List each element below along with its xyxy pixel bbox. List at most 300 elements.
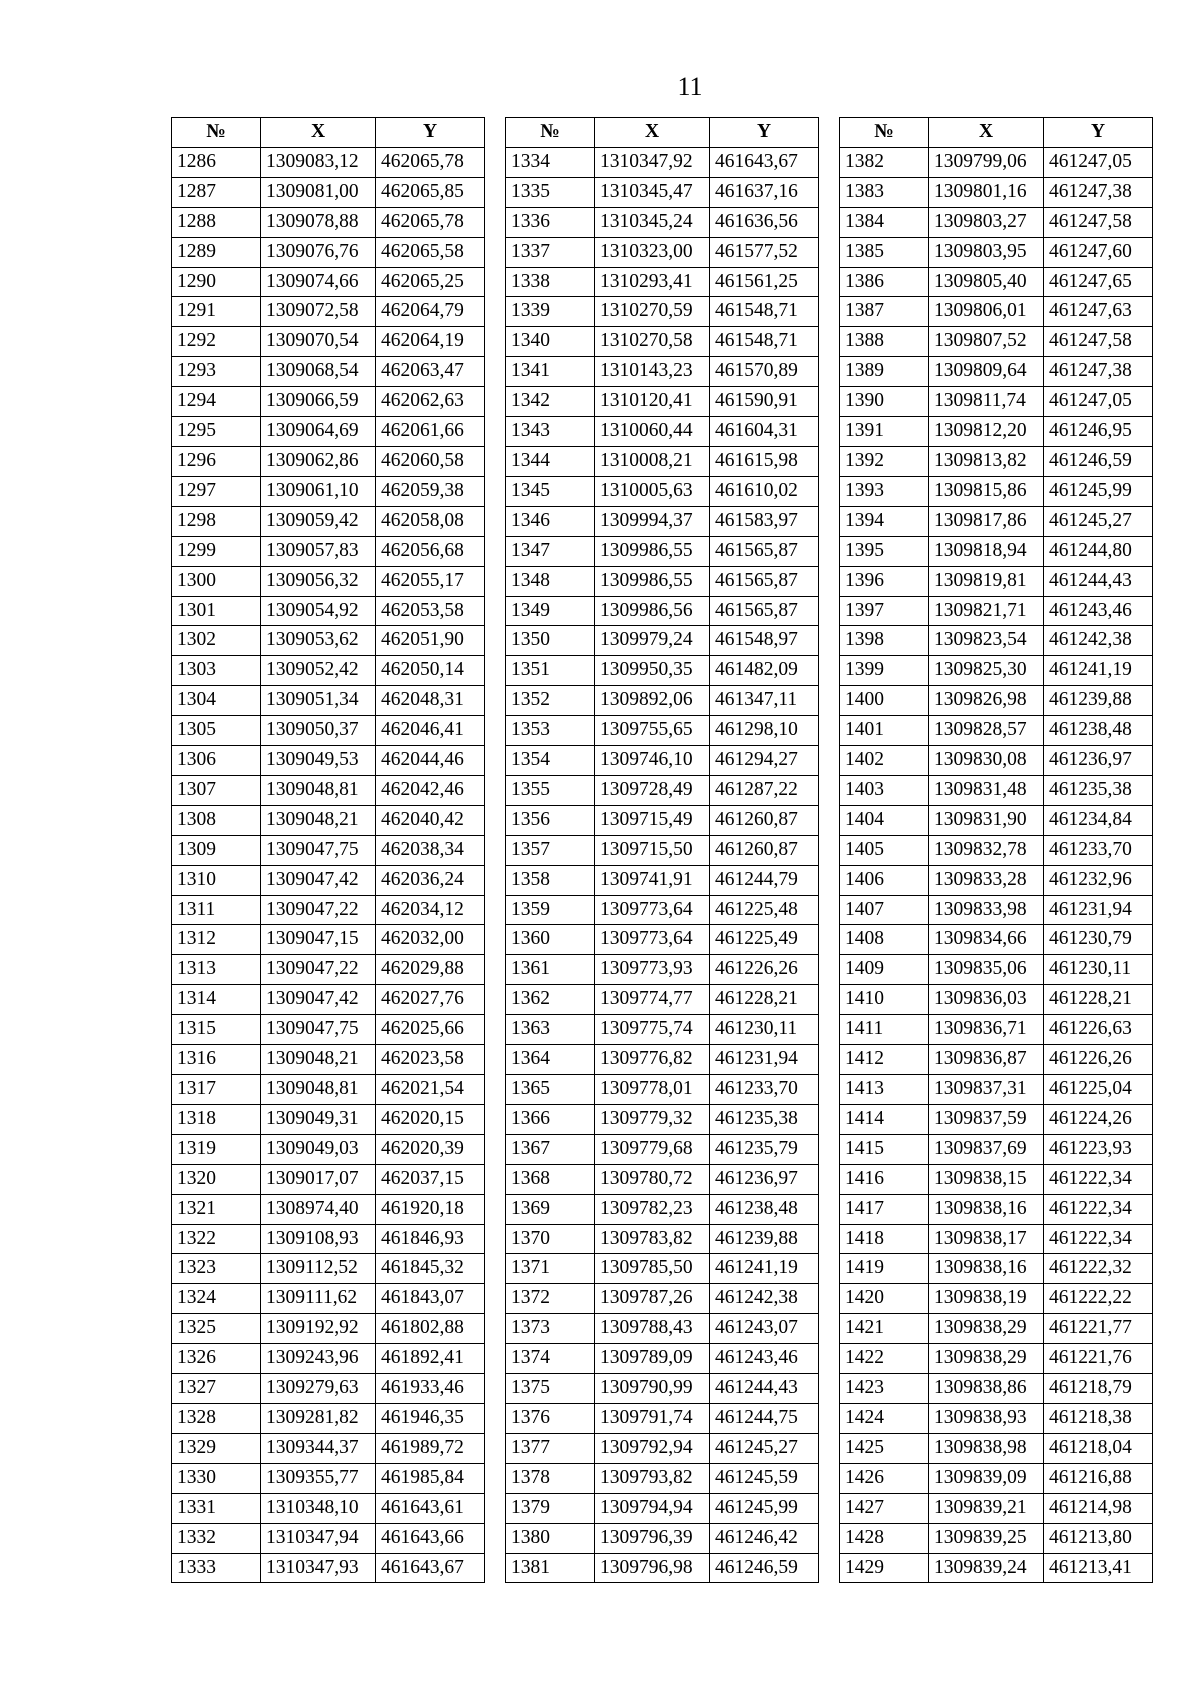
table-row	[506, 1134, 819, 1164]
coord-y: 462051,90	[376, 626, 485, 656]
header-x: X	[595, 118, 710, 148]
coord-y: 461615,98	[710, 446, 819, 476]
table-row	[840, 1075, 1153, 1105]
point-number: 1378	[506, 1463, 595, 1493]
table-row	[172, 1523, 485, 1553]
point-number: 1373	[506, 1314, 595, 1344]
coord-x: 1309838,29	[929, 1314, 1044, 1344]
table-row	[506, 1015, 819, 1045]
table-row	[840, 177, 1153, 207]
coord-y: 461244,75	[710, 1403, 819, 1433]
point-number: 1425	[840, 1433, 929, 1463]
coord-y: 462032,00	[376, 925, 485, 955]
coord-x: 1309838,98	[929, 1433, 1044, 1463]
coord-x: 1309807,52	[929, 327, 1044, 357]
coord-y: 462056,68	[376, 536, 485, 566]
point-number: 1316	[172, 1045, 261, 1075]
coord-x: 1309776,82	[595, 1045, 710, 1075]
coord-y: 461892,41	[376, 1344, 485, 1374]
coord-y: 461218,38	[1044, 1403, 1153, 1433]
coord-y: 461221,77	[1044, 1314, 1153, 1344]
table-row	[506, 1463, 819, 1493]
coord-y: 461225,04	[1044, 1075, 1153, 1105]
coord-y: 461643,67	[376, 1553, 485, 1583]
coord-x: 1309050,37	[261, 716, 376, 746]
coord-x: 1309048,21	[261, 805, 376, 835]
coord-y: 461242,38	[710, 1284, 819, 1314]
point-number: 1317	[172, 1075, 261, 1105]
table-row	[840, 566, 1153, 596]
table-row	[172, 1164, 485, 1194]
table-row	[840, 1164, 1153, 1194]
point-number: 1311	[172, 895, 261, 925]
point-number: 1344	[506, 446, 595, 476]
coord-y: 461548,71	[710, 327, 819, 357]
point-number: 1354	[506, 746, 595, 776]
point-number: 1356	[506, 805, 595, 835]
table-header-row	[172, 118, 485, 148]
table-row	[506, 596, 819, 626]
coord-y: 461577,52	[710, 237, 819, 267]
coord-x: 1309994,37	[595, 506, 710, 536]
coord-y: 462065,25	[376, 267, 485, 297]
table-row	[506, 805, 819, 835]
point-number: 1308	[172, 805, 261, 835]
coord-x: 1309054,92	[261, 596, 376, 626]
coord-x: 1309072,58	[261, 297, 376, 327]
coord-y: 461235,79	[710, 1134, 819, 1164]
coord-x: 1309831,48	[929, 775, 1044, 805]
point-number: 1415	[840, 1134, 929, 1164]
point-number: 1371	[506, 1254, 595, 1284]
coord-x: 1309051,34	[261, 686, 376, 716]
point-number: 1369	[506, 1194, 595, 1224]
table-row	[506, 895, 819, 925]
table-row	[172, 207, 485, 237]
table-row	[506, 506, 819, 536]
point-number: 1327	[172, 1374, 261, 1404]
coord-x: 1309785,50	[595, 1254, 710, 1284]
table-row	[840, 446, 1153, 476]
table-row	[840, 476, 1153, 506]
coord-x: 1309986,56	[595, 596, 710, 626]
point-number: 1408	[840, 925, 929, 955]
table-row	[172, 297, 485, 327]
point-number: 1304	[172, 686, 261, 716]
coord-x: 1309839,25	[929, 1523, 1044, 1553]
table-row	[172, 327, 485, 357]
table-row	[840, 1224, 1153, 1254]
coord-y: 462059,38	[376, 476, 485, 506]
table-row	[172, 1344, 485, 1374]
coord-x: 1309838,19	[929, 1284, 1044, 1314]
coord-y: 461565,87	[710, 596, 819, 626]
coord-y: 461233,70	[1044, 835, 1153, 865]
coord-x: 1309108,93	[261, 1224, 376, 1254]
point-number: 1385	[840, 237, 929, 267]
table-row	[840, 417, 1153, 447]
point-number: 1326	[172, 1344, 261, 1374]
coord-y: 462037,15	[376, 1164, 485, 1194]
coord-y: 462064,79	[376, 297, 485, 327]
table-row	[506, 147, 819, 177]
point-number: 1331	[172, 1493, 261, 1523]
coord-y: 461247,38	[1044, 357, 1153, 387]
point-number: 1410	[840, 985, 929, 1015]
coord-x: 1308974,40	[261, 1194, 376, 1224]
table-row	[840, 357, 1153, 387]
coord-y: 461643,61	[376, 1493, 485, 1523]
coord-y: 461548,71	[710, 297, 819, 327]
point-number: 1346	[506, 506, 595, 536]
table-row	[840, 835, 1153, 865]
coord-x: 1309818,94	[929, 536, 1044, 566]
coord-y: 461231,94	[1044, 895, 1153, 925]
table-row	[506, 925, 819, 955]
coord-x: 1309789,09	[595, 1344, 710, 1374]
point-number: 1320	[172, 1164, 261, 1194]
coord-y: 461985,84	[376, 1463, 485, 1493]
point-number: 1381	[506, 1553, 595, 1583]
coord-x: 1309074,66	[261, 267, 376, 297]
point-number: 1364	[506, 1045, 595, 1075]
coord-x: 1309062,86	[261, 446, 376, 476]
coord-x: 1309831,90	[929, 805, 1044, 835]
coord-x: 1309839,24	[929, 1553, 1044, 1583]
point-number: 1399	[840, 656, 929, 686]
coord-y: 461246,59	[710, 1553, 819, 1583]
coord-y: 461247,05	[1044, 387, 1153, 417]
point-number: 1357	[506, 835, 595, 865]
coord-y: 461230,11	[710, 1015, 819, 1045]
point-number: 1289	[172, 237, 261, 267]
coord-y: 462061,66	[376, 417, 485, 447]
point-number: 1376	[506, 1403, 595, 1433]
point-number: 1395	[840, 536, 929, 566]
table-row	[506, 566, 819, 596]
coord-x: 1309049,31	[261, 1104, 376, 1134]
coord-x: 1309791,74	[595, 1403, 710, 1433]
point-number: 1336	[506, 207, 595, 237]
table-row	[172, 925, 485, 955]
table-row	[840, 1045, 1153, 1075]
coord-x: 1309048,21	[261, 1045, 376, 1075]
point-number: 1368	[506, 1164, 595, 1194]
coord-x: 1309836,03	[929, 985, 1044, 1015]
coord-y: 462048,31	[376, 686, 485, 716]
coord-y: 461843,07	[376, 1284, 485, 1314]
point-number: 1286	[172, 147, 261, 177]
point-number: 1334	[506, 147, 595, 177]
point-number: 1380	[506, 1523, 595, 1553]
coord-y: 461245,59	[710, 1463, 819, 1493]
coord-x: 1309111,62	[261, 1284, 376, 1314]
table-row	[172, 865, 485, 895]
point-number: 1292	[172, 327, 261, 357]
point-number: 1333	[172, 1553, 261, 1583]
coord-y: 461244,43	[710, 1374, 819, 1404]
point-number: 1394	[840, 506, 929, 536]
coord-y: 461222,32	[1044, 1254, 1153, 1284]
coord-y: 461216,88	[1044, 1463, 1153, 1493]
table-row	[172, 775, 485, 805]
coord-x: 1310345,24	[595, 207, 710, 237]
point-number: 1422	[840, 1344, 929, 1374]
coord-y: 461244,43	[1044, 566, 1153, 596]
point-number: 1421	[840, 1314, 929, 1344]
coord-y: 461245,27	[710, 1433, 819, 1463]
point-number: 1335	[506, 177, 595, 207]
coord-y: 461243,07	[710, 1314, 819, 1344]
coordinate-table	[505, 117, 819, 1583]
coord-x: 1310323,00	[595, 237, 710, 267]
table-row	[840, 1314, 1153, 1344]
table-row	[172, 237, 485, 267]
table-row	[506, 1164, 819, 1194]
coord-y: 462029,88	[376, 955, 485, 985]
table-row	[172, 1463, 485, 1493]
table-row	[840, 1015, 1153, 1045]
table-row	[172, 177, 485, 207]
coord-x: 1309809,64	[929, 357, 1044, 387]
coord-y: 461298,10	[710, 716, 819, 746]
coord-y: 462034,12	[376, 895, 485, 925]
table-row	[172, 1045, 485, 1075]
coord-y: 461238,48	[1044, 716, 1153, 746]
coord-x: 1309838,16	[929, 1254, 1044, 1284]
coord-x: 1309892,06	[595, 686, 710, 716]
table-row	[506, 686, 819, 716]
table-row	[172, 476, 485, 506]
coord-y: 461548,97	[710, 626, 819, 656]
table-row	[506, 237, 819, 267]
table-row	[840, 1374, 1153, 1404]
point-number: 1418	[840, 1224, 929, 1254]
coord-x: 1309836,71	[929, 1015, 1044, 1045]
point-number: 1321	[172, 1194, 261, 1224]
point-number: 1352	[506, 686, 595, 716]
point-number: 1338	[506, 267, 595, 297]
coord-x: 1309838,15	[929, 1164, 1044, 1194]
point-number: 1295	[172, 417, 261, 447]
point-number: 1403	[840, 775, 929, 805]
point-number: 1409	[840, 955, 929, 985]
point-number: 1353	[506, 716, 595, 746]
point-number: 1398	[840, 626, 929, 656]
coord-y: 461214,98	[1044, 1493, 1153, 1523]
coord-y: 461224,26	[1044, 1104, 1153, 1134]
coord-y: 461643,66	[376, 1523, 485, 1553]
coord-x: 1309838,93	[929, 1403, 1044, 1433]
coord-x: 1309838,17	[929, 1224, 1044, 1254]
table-row	[840, 895, 1153, 925]
coord-y: 461239,88	[1044, 686, 1153, 716]
point-number: 1382	[840, 147, 929, 177]
coord-y: 461583,97	[710, 506, 819, 536]
point-number: 1319	[172, 1134, 261, 1164]
table-row	[172, 656, 485, 686]
point-number: 1351	[506, 656, 595, 686]
header-x: X	[929, 118, 1044, 148]
coord-x: 1309836,87	[929, 1045, 1044, 1075]
table-row	[172, 1015, 485, 1045]
coord-x: 1309815,86	[929, 476, 1044, 506]
coord-y: 461245,99	[710, 1493, 819, 1523]
table-row	[840, 656, 1153, 686]
coord-y: 461218,79	[1044, 1374, 1153, 1404]
header-y: Y	[710, 118, 819, 148]
table-row	[172, 506, 485, 536]
point-number: 1362	[506, 985, 595, 1015]
coord-x: 1309053,62	[261, 626, 376, 656]
point-number: 1374	[506, 1344, 595, 1374]
table-row	[506, 417, 819, 447]
coord-y: 462027,76	[376, 985, 485, 1015]
coord-y: 461846,93	[376, 1224, 485, 1254]
point-number: 1366	[506, 1104, 595, 1134]
coord-x: 1309832,78	[929, 835, 1044, 865]
coord-x: 1309279,63	[261, 1374, 376, 1404]
point-number: 1370	[506, 1224, 595, 1254]
coord-y: 461636,56	[710, 207, 819, 237]
table-row	[840, 1403, 1153, 1433]
coord-x: 1309839,09	[929, 1463, 1044, 1493]
point-number: 1424	[840, 1403, 929, 1433]
coord-x: 1309715,50	[595, 835, 710, 865]
coord-x: 1309049,53	[261, 746, 376, 776]
table-row	[840, 536, 1153, 566]
coord-y: 461241,19	[710, 1254, 819, 1284]
table-row	[172, 267, 485, 297]
coord-x: 1309803,95	[929, 237, 1044, 267]
table-row	[840, 1134, 1153, 1164]
point-number: 1348	[506, 566, 595, 596]
coord-x: 1309746,10	[595, 746, 710, 776]
coord-y: 461243,46	[710, 1344, 819, 1374]
point-number: 1312	[172, 925, 261, 955]
point-number: 1359	[506, 895, 595, 925]
table-row	[840, 955, 1153, 985]
table-row	[506, 476, 819, 506]
table-row	[840, 775, 1153, 805]
point-number: 1343	[506, 417, 595, 447]
point-number: 1427	[840, 1493, 929, 1523]
coord-x: 1309979,24	[595, 626, 710, 656]
table-row	[506, 985, 819, 1015]
table-row	[506, 1045, 819, 1075]
coord-x: 1309064,69	[261, 417, 376, 447]
coord-x: 1309782,23	[595, 1194, 710, 1224]
coord-x: 1309986,55	[595, 566, 710, 596]
coord-y: 461610,02	[710, 476, 819, 506]
table-row	[172, 536, 485, 566]
table-row	[506, 1403, 819, 1433]
point-number: 1339	[506, 297, 595, 327]
coord-x: 1310293,41	[595, 267, 710, 297]
table-row	[172, 746, 485, 776]
point-number: 1390	[840, 387, 929, 417]
table-row	[506, 1314, 819, 1344]
coord-y: 461233,70	[710, 1075, 819, 1105]
point-number: 1375	[506, 1374, 595, 1404]
table-row	[506, 716, 819, 746]
coord-y: 462020,39	[376, 1134, 485, 1164]
coord-y: 461565,87	[710, 536, 819, 566]
table-row	[172, 566, 485, 596]
coord-x: 1309799,06	[929, 147, 1044, 177]
table-row	[506, 746, 819, 776]
coord-y: 461247,65	[1044, 267, 1153, 297]
table-row	[172, 1254, 485, 1284]
coord-x: 1309059,42	[261, 506, 376, 536]
table-row	[172, 835, 485, 865]
point-number: 1302	[172, 626, 261, 656]
coord-y: 462040,42	[376, 805, 485, 835]
coord-x: 1309838,86	[929, 1374, 1044, 1404]
point-number: 1383	[840, 177, 929, 207]
coord-y: 462046,41	[376, 716, 485, 746]
point-number: 1402	[840, 746, 929, 776]
coord-y: 462065,78	[376, 147, 485, 177]
point-number: 1318	[172, 1104, 261, 1134]
table-row	[172, 1374, 485, 1404]
coord-y: 461260,87	[710, 835, 819, 865]
coord-x: 1309047,22	[261, 895, 376, 925]
coord-y: 461946,35	[376, 1403, 485, 1433]
table-row	[506, 1284, 819, 1314]
coord-y: 461235,38	[1044, 775, 1153, 805]
coord-y: 462065,85	[376, 177, 485, 207]
page-number: 11	[677, 72, 703, 101]
coord-y: 461933,46	[376, 1374, 485, 1404]
coordinate-table	[839, 117, 1153, 1583]
table-row	[840, 387, 1153, 417]
coord-x: 1309047,15	[261, 925, 376, 955]
coord-x: 1310348,10	[261, 1493, 376, 1523]
coord-x: 1309837,69	[929, 1134, 1044, 1164]
coord-x: 1309057,83	[261, 536, 376, 566]
table-row	[840, 506, 1153, 536]
coord-y: 461802,88	[376, 1314, 485, 1344]
point-number: 1377	[506, 1433, 595, 1463]
point-number: 1303	[172, 656, 261, 686]
coord-y: 461244,79	[710, 865, 819, 895]
table-row	[506, 357, 819, 387]
coord-x: 1309834,66	[929, 925, 1044, 955]
point-number: 1416	[840, 1164, 929, 1194]
table-row	[172, 985, 485, 1015]
coord-x: 1309048,81	[261, 1075, 376, 1105]
table-row	[172, 1553, 485, 1583]
coord-x: 1309796,39	[595, 1523, 710, 1553]
point-number: 1426	[840, 1463, 929, 1493]
coord-x: 1309066,59	[261, 387, 376, 417]
coord-y: 461294,27	[710, 746, 819, 776]
coord-y: 461239,88	[710, 1224, 819, 1254]
header-number: №	[506, 118, 595, 148]
coord-y: 461230,79	[1044, 925, 1153, 955]
coord-y: 461604,31	[710, 417, 819, 447]
point-number: 1388	[840, 327, 929, 357]
table-row	[840, 626, 1153, 656]
coord-y: 461245,99	[1044, 476, 1153, 506]
coord-x: 1309047,75	[261, 1015, 376, 1045]
coord-y: 461246,95	[1044, 417, 1153, 447]
coordinate-table	[171, 117, 485, 1583]
coord-y: 461225,49	[710, 925, 819, 955]
coord-y: 462065,58	[376, 237, 485, 267]
table-row	[172, 446, 485, 476]
